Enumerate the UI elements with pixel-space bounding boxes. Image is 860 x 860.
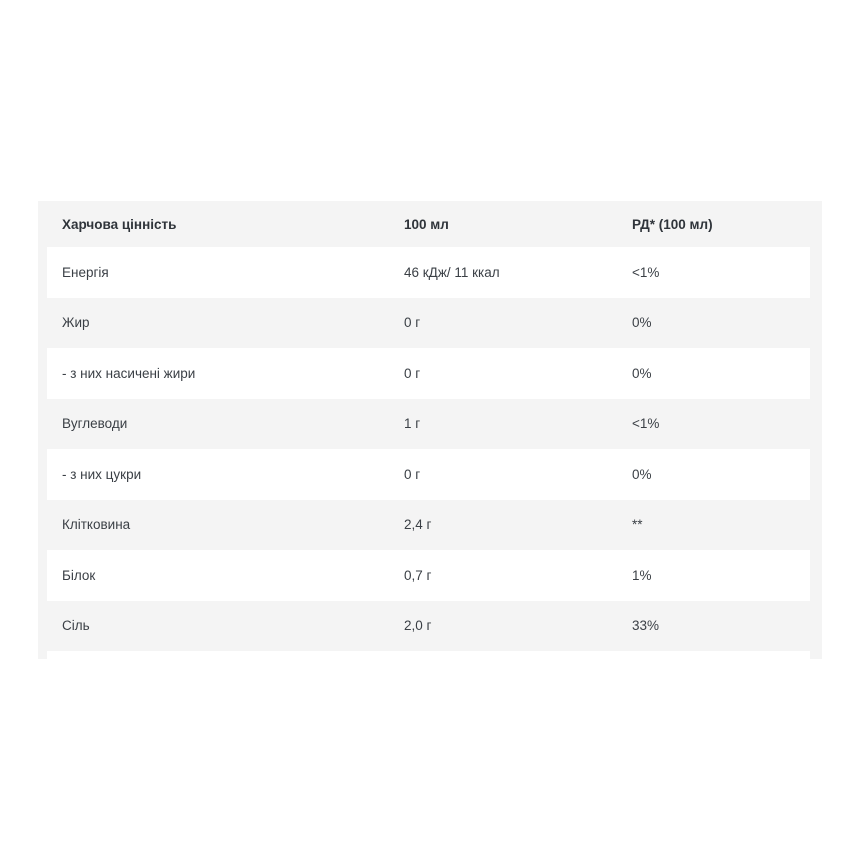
nutrient-amount: 0,7 г xyxy=(404,567,432,583)
nutrient-daily-value: 0% xyxy=(632,315,652,331)
nutrient-name: - з них цукри xyxy=(62,466,142,482)
table-row xyxy=(47,500,810,551)
nutrient-daily-value: 0% xyxy=(632,466,652,482)
nutrition-table-panel xyxy=(38,201,822,659)
nutrient-name: - з них насичені жири xyxy=(62,365,196,381)
nutrient-daily-value: 0% xyxy=(632,365,652,381)
nutrient-amount: 1 г xyxy=(404,416,421,432)
nutrient-amount: 2,0 г xyxy=(404,618,432,634)
nutrient-amount: 0 г xyxy=(404,466,421,482)
table-row xyxy=(47,247,810,298)
nutrient-daily-value: 1% xyxy=(632,567,652,583)
table-row xyxy=(47,298,810,349)
nutrient-amount: 0 г xyxy=(404,365,421,381)
table-header-row xyxy=(47,201,810,247)
nutrient-name: Вуглеводи xyxy=(62,416,128,432)
table-row-cutoff xyxy=(47,651,810,660)
header-per-100ml: 100 мл xyxy=(404,216,449,232)
nutrient-name: Жир xyxy=(62,315,90,331)
nutrient-amount: 0 г xyxy=(404,315,421,331)
nutrient-daily-value: 33% xyxy=(632,618,660,634)
nutrient-name: Білок xyxy=(62,567,96,583)
nutrient-daily-value: ** xyxy=(632,517,643,533)
nutrient-name: Енергія xyxy=(62,264,109,280)
nutrition-table xyxy=(47,201,810,660)
nutrient-name: Сіль xyxy=(62,618,90,634)
nutrient-amount: 2,4 г xyxy=(404,517,432,533)
table-row xyxy=(47,601,810,652)
header-nutrient: Харчова цінність xyxy=(62,216,177,232)
table-row xyxy=(47,550,810,601)
nutrient-name: Клітковина xyxy=(62,517,131,533)
nutrient-daily-value: <1% xyxy=(632,264,660,280)
table-row xyxy=(47,449,810,500)
nutrient-amount: 46 кДж/ 11 ккал xyxy=(404,264,500,280)
nutrient-daily-value: <1% xyxy=(632,416,660,432)
table-row xyxy=(47,399,810,450)
table-row xyxy=(47,348,810,399)
header-daily-value: РД* (100 мл) xyxy=(632,216,713,232)
